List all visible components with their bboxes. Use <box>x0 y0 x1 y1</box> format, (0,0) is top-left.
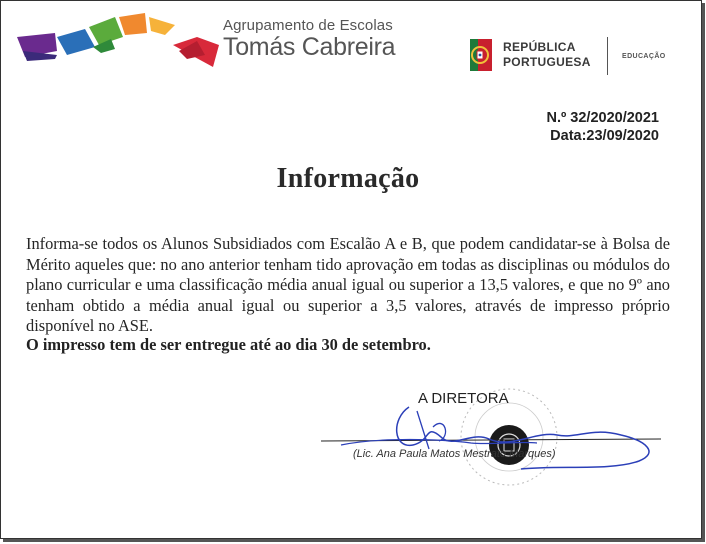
signature-block <box>321 379 671 499</box>
school-name <box>223 18 395 60</box>
document-title: Informação <box>276 163 420 194</box>
document-body: Informa-se todos os Alunos Subsidiados com Escalão A e B, que podem candidatar-se à Bolsa de Mérito aqueles que: no ano anterior tenham tido aprovação em todas as disciplinas ou módulos do plano curricular e uma classificação média anual igual ou superior a 13,5 valores, e que no 9º ano tenham obtido a média anual igual ou superior a 3,5 valores, através de impresso próprio disponível no ASE. <box>26 234 670 336</box>
department-label: EDUCAÇÃO <box>622 53 666 60</box>
deadline-notice: O impresso tem de ser entregue até ao dia 30 de setembro. <box>26 335 431 354</box>
reference-date: Data:23/09/2020 <box>550 128 659 144</box>
reference-number: N.º 32/2020/2021 <box>546 110 659 126</box>
government-logo <box>468 35 688 75</box>
school-name-line2: Tomás Cabreira <box>223 33 396 61</box>
government-name-line2: PORTUGUESA <box>503 55 591 69</box>
school-name-line1: Agrupamento de Escolas <box>223 17 393 34</box>
government-name-line1: REPÚBLICA <box>503 40 576 54</box>
signature-title: A DIRETORA <box>418 390 509 407</box>
header-divider <box>607 37 608 75</box>
signatory-name: (Lic. Ana Paula Matos Mestrato Marques) <box>353 448 556 460</box>
document-reference <box>546 109 659 145</box>
government-name <box>503 40 591 70</box>
school-logo-icon <box>15 11 225 71</box>
portuguese-emblem-icon <box>468 35 496 75</box>
